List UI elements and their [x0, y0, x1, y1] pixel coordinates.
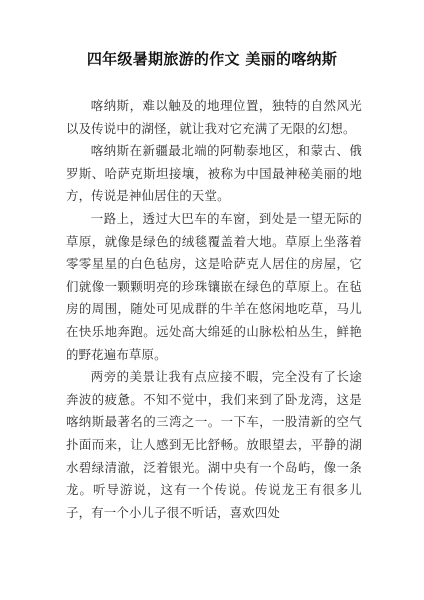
paragraph: 一路上，透过大巴车的车窗，到处是一望无际的草原，就像是绿色的绒毯覆盖着大地。草原上坐落着零零星星的白色毡房，这是哈萨克人居住的房屋，它们就像一颗颗明亮的珍珠镶嵌在绿色的草原上。在毡房的周围，随处可见成群的牛羊在悠闲地吃草，马儿在快乐地奔跑。远处高大绵延的山脉松柏丛生，鲜艳的野花遍布草原。: [66, 210, 362, 362]
paragraph: 两旁的美景让我有点应接不暇，完全没有了长途奔波的疲惫。不知不觉中，我们来到了卧龙湾，这是喀纳斯最著名的三湾之一。一下车，一股清新的空气扑面而来，让人感到无比舒畅。放眼望去，平静的湖水碧绿清澈，泛着银光。湖中央有一个岛屿，像一条龙。听导游说，这有一个传说。传说龙王有很多儿子，有一个小儿子很不听话，喜欢四处: [66, 369, 362, 520]
article-body: [66, 95, 362, 524]
paragraph: 喀纳斯在新疆最北端的阿勒泰地区，和蒙古、俄罗斯、哈萨克斯坦接壤，被称为中国最神秘美丽的地方，传说是神仙居住的天堂。: [66, 143, 362, 204]
paragraph: 喀纳斯，难以触及的地理位置，独特的自然风光以及传说中的湖怪，就让我对它充满了无限的幻想。: [66, 98, 362, 136]
page-title: 四年级暑期旅游的作文 美丽的喀纳斯: [86, 50, 338, 68]
